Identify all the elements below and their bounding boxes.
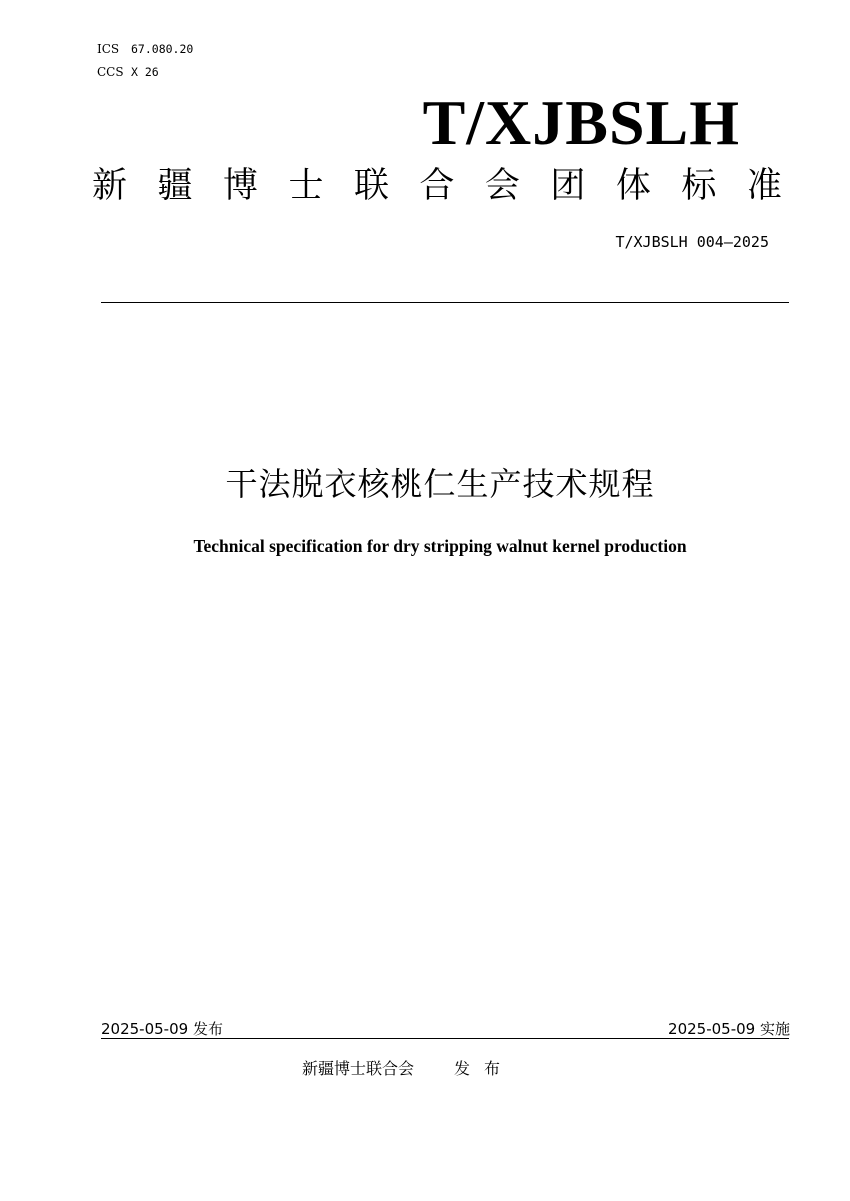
issuer-name: 新疆博士联合会 [302,1059,415,1078]
org-char: 联 [353,166,389,206]
ics-label: ICS [97,42,120,56]
org-char: 士 [288,166,324,206]
title-english: Technical specification for dry stripping walnut kernel production [193,536,687,556]
org-char: 博 [222,166,258,206]
org-char: 会 [484,166,520,206]
org-char: 合 [419,166,455,206]
ics-line [97,41,193,57]
issuer-action-2: 布 [484,1059,501,1078]
footer-divider [101,1038,789,1039]
standard-code: T/XJBSLH [422,87,740,158]
issuer-action-1: 发 [454,1059,471,1078]
standard-number: T/XJBSLH 004—2025 [615,233,769,251]
org-char: 新 [92,166,128,206]
org-char: 准 [746,166,782,206]
implement-date: 2025-05-09 实施 [668,1020,790,1038]
org-char: 标 [681,166,717,206]
org-standard-name [92,163,782,209]
title-chinese: 干法脱衣核桃仁生产技术规程 [225,465,655,503]
issuer-line [302,1058,500,1080]
publish-date: 2025-05-09 发布 [101,1020,223,1038]
ccs-value: X 26 [131,65,159,79]
ccs-line [97,64,159,80]
org-char: 团 [550,166,586,206]
header-divider [101,302,789,303]
org-char: 疆 [157,166,193,206]
ccs-label: CCS [97,65,124,79]
org-char: 体 [615,166,651,206]
ics-value: 67.080.20 [131,42,194,56]
